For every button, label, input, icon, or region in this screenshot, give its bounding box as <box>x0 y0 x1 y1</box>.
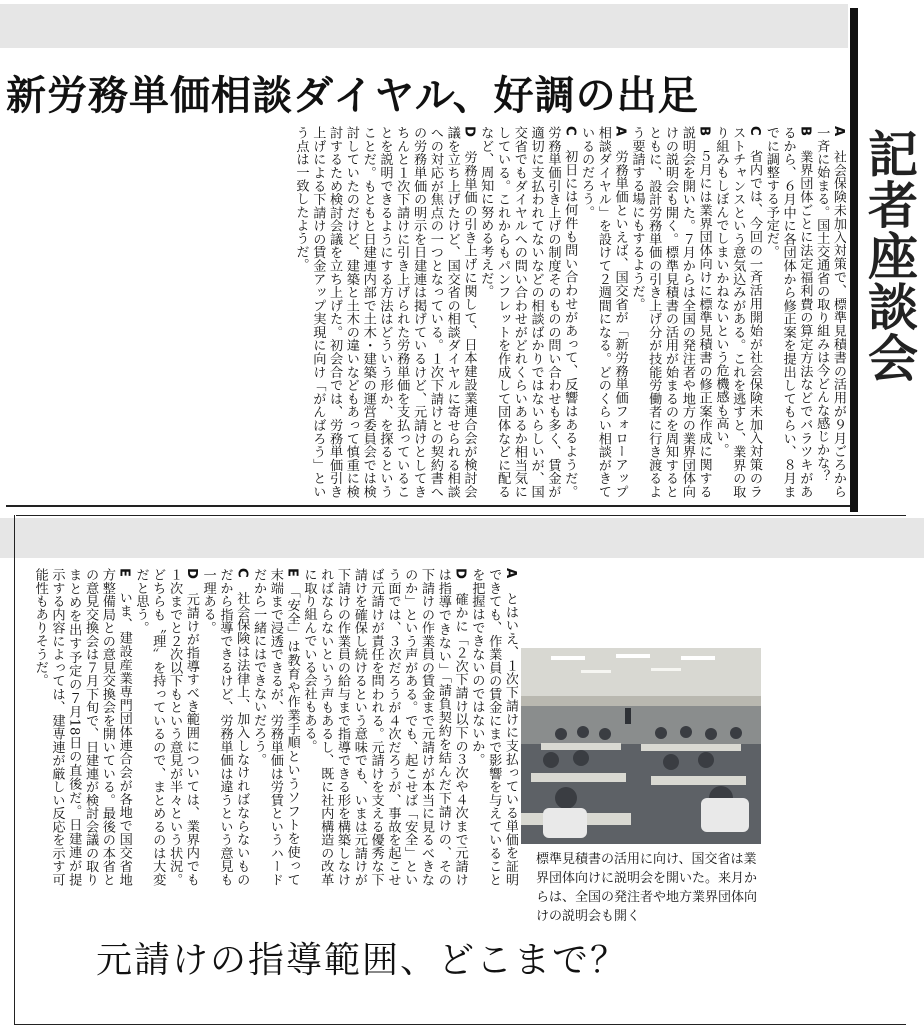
paragraph <box>476 126 577 498</box>
article2-headline: 元請けの指導範囲、どこまで？ <box>96 940 629 981</box>
paragraph <box>628 126 712 498</box>
section-label: 記者座談会 <box>860 128 918 383</box>
article2-left-border <box>14 515 15 1025</box>
paragraph <box>762 126 812 498</box>
section-vertical-bar <box>850 8 858 512</box>
paragraph <box>249 568 299 886</box>
paragraph <box>577 126 627 498</box>
speaker-label: C <box>562 126 578 136</box>
article2-bottom-rule <box>14 1024 906 1025</box>
paragraph-text: 労務単価といえば、国交省が「新労務単価フォローアップ相談ダイヤル」を設けて２週間になる。どのくらい相談がきているのだろう。 <box>579 126 628 498</box>
article2-body <box>22 568 518 886</box>
meeting-room-photo <box>521 648 761 844</box>
paragraph-text: ５月には業界団体向けに標準見積書の修正案作成に関する説明会を開いた。７月からは全国の発注者や地方の業界団体向けの説明会も開く。標準見積書の活用が始まるのを周知するとともに、設計労務単価の引き上げ分が技能労働者に行き渡るよう要請する場にもするようだ。 <box>629 126 712 498</box>
speaker-label: E <box>284 568 300 578</box>
article1-body <box>150 126 846 498</box>
paragraph <box>31 568 132 886</box>
paragraph-text: 業界団体ごとに法定福利費の算定方法などでバラツキがあるから、６月中に各団体から修正案を提出してもらい、８月までに調整する予定だ。 <box>763 126 813 498</box>
paragraph-text: とはいえ、１次下請けに支払っている単価を証明できても、作業員の賃金にまで影響を与えていることを把握はできないのではないか。 <box>469 568 518 886</box>
paragraph-text: 社会保険は法律上、加入しなければならないものだから指導できるけど、労務単価は違うという意見も一理ある。 <box>200 568 250 886</box>
paragraph <box>300 568 468 886</box>
paragraph-text: 労務単価の引き上げに関して、日本建設業連合会が検討会議を立ち上げたけど、国交省の相談ダイヤルに寄せられる相談への対応が焦点の一つとなっている。１次下請けとの契約書への労務単価の明示を日建連は掲げているけど、元請けとしてきちんと１次下請けに引き上げられた労務単価を支払っていることを説明できるようにする方法はどういう形か、を探るということだ。もともと日建連内部で土木・建築の運営委員会では検討していたのだけど、建築と土木の違いなどもあって慎重に検討するため検討会議を立ち上げた。初会合では、労務単価引き上げによる下請けの賃金アップ実現に向け「がんばろう」という点は一致したようだ。 <box>293 126 477 498</box>
paragraph-text: いま、建設産業専門団体連合会が各地で国交省地方整備局との意見交換会を開いている。最後の本省との意見交換会は７月下旬で、日建連が検討会議の取りまとめを出す予定の７月18日の直後だ。日建連が提示する内容によっては、建専連が厳しい反応を示す可能性もありそうだ。 <box>32 568 132 886</box>
speaker-label: D <box>452 568 468 579</box>
paragraph <box>712 126 762 498</box>
speaker-label: C <box>234 568 250 578</box>
press-photo <box>521 648 761 844</box>
top-gray-band <box>0 4 848 48</box>
speaker-label: A <box>612 126 628 137</box>
article1-headline: 新労務単価相談ダイヤル、好調の出足 <box>6 73 699 119</box>
article1-bottom-rule <box>6 505 850 507</box>
speaker-label: A <box>503 568 518 579</box>
paragraph-text: 初日には何件も問い合わせがあって、反響はあるようだ。労務単価引き上げの制度そのものの問い合わせも多く、賃金が適切に支払われてないなどの相談ばかりではないらしいが、国交省でもダイヤルへの問い合わせがどれくらいあるか相当気にしている。これからもパンフレットを作成して団体などに配るなど、周知に努める考えだ。 <box>478 126 578 498</box>
middle-gray-band <box>0 518 924 558</box>
speaker-label: D <box>461 126 477 137</box>
photo-caption: 標準見積書の活用に向け、国交省は業界団体向けに説明会を開いた。来月からは、全国の発注者や地方業界団体向けの説明会も開く <box>536 852 758 924</box>
paragraph <box>812 126 846 498</box>
paragraph <box>292 126 477 498</box>
speaker-label: C <box>747 126 763 136</box>
paragraph-text: 社会保険未加入対策で、標準見積書の活用が９月ごろから一斉に始まる。国土交通省の取り組みは今どんな感じかな？ <box>814 126 846 498</box>
paragraph-text: 「安全」は教育や作業手順というソフトを使って末端まで浸透できるが、労務単価は労賃というハードだから一緒にはできないだろう。 <box>251 568 300 886</box>
paragraph-text: 確かに「２次下請け以下の３次や４次まで元請けは指導できない」「請負契約を結んだ下請けの、その下請けの作業員の賃金まで元請けが本当に見るべきなのか」という声がある。でも、起こせば「安全」という面では、３次だろうが４次だろうが、事故を起こせば元請けが責任を問われる。元請けを支える優秀な下請けを確保し続けるという意味でも、いまは元請けが下請けの作業員の給与まで指導できる形を構築しなければならないという声もあるし、既に社内構造の改革に取り組んでいる会社もある。 <box>301 568 468 886</box>
paragraph-text: 元請けが指導すべき範囲については、業界内でも１次までと２次以下もという意見が半々という状況。どちらも〝理〟を持っているので、まとめるのは大変だと思う。 <box>133 568 199 886</box>
paragraph <box>199 568 249 886</box>
paragraph <box>468 568 518 886</box>
paragraph-text: 省内では、今回の一斉活用開始が社会保険未加入対策のラストチャンスという意気込みがある。これを逃すと、業界の取り組みもしぼんでしまいかねないという危機感も高い。 <box>713 126 763 498</box>
speaker-label: B <box>696 126 712 137</box>
speaker-label: A <box>831 126 846 137</box>
article2-top-rule <box>16 515 906 516</box>
speaker-label: D <box>183 568 199 579</box>
speaker-label: E <box>116 568 132 578</box>
paragraph <box>132 568 199 886</box>
speaker-label: B <box>797 126 813 137</box>
